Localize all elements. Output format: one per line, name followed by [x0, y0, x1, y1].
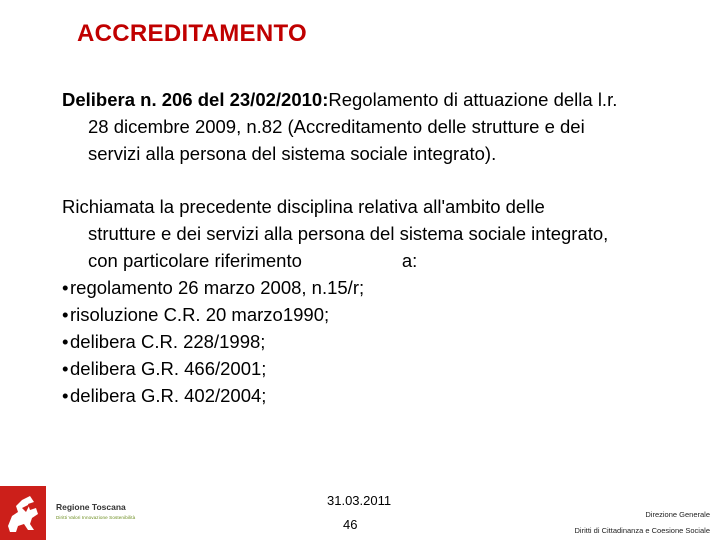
delibera-heading: Delibera n. 206 del 23/02/2010: — [62, 89, 329, 110]
pegasus-logo-icon — [0, 486, 46, 540]
richiamata-line-3b: a: — [401, 250, 418, 271]
regione-toscana-logo — [0, 486, 160, 540]
logo-name: Regione Toscana — [56, 502, 126, 512]
list-item: •delibera G.R. 402/2004; — [62, 382, 702, 409]
list-item: •delibera G.R. 466/2001; — [62, 355, 702, 382]
bullet-icon: • — [62, 331, 69, 352]
delibera-line-3: servizi alla persona del sistema sociale integrato). — [88, 143, 497, 164]
bullet-icon: • — [62, 385, 69, 406]
slide-title: ACCREDITAMENTO — [77, 20, 307, 47]
page-number: 46 — [343, 517, 358, 532]
richiamata-line-1: Richiamata la precedente disciplina relativa all'ambito delle — [62, 196, 545, 217]
logo-tagline: Diritti Valori Innovazione Sostenibilità — [56, 515, 136, 520]
list-item: •regolamento 26 marzo 2008, n.15/r; — [62, 274, 702, 301]
delibera-paragraph — [62, 86, 702, 167]
richiamata-line-2: strutture e dei servizi alla persona del sistema sociale integrato, — [88, 223, 609, 244]
delibera-line-1: Regolamento di attuazione della l.r. — [328, 89, 618, 110]
department-line-2: Diritti di Cittadinanza e Coesione Sociale — [574, 526, 710, 535]
bullet-icon: • — [62, 304, 69, 325]
delibera-line-2: 28 dicembre 2009, n.82 (Accreditamento delle strutture e dei — [88, 116, 585, 137]
richiamata-paragraph — [62, 193, 702, 409]
list-item: •delibera C.R. 228/1998; — [62, 328, 702, 355]
department-line-1: Direzione Generale — [645, 510, 710, 519]
richiamata-line-3a: con particolare riferimento — [88, 250, 302, 271]
bullet-icon: • — [62, 358, 69, 379]
list-item: •risoluzione C.R. 20 marzo1990; — [62, 301, 702, 328]
bullet-icon: • — [62, 277, 69, 298]
footer-date: 31.03.2011 — [327, 493, 392, 508]
